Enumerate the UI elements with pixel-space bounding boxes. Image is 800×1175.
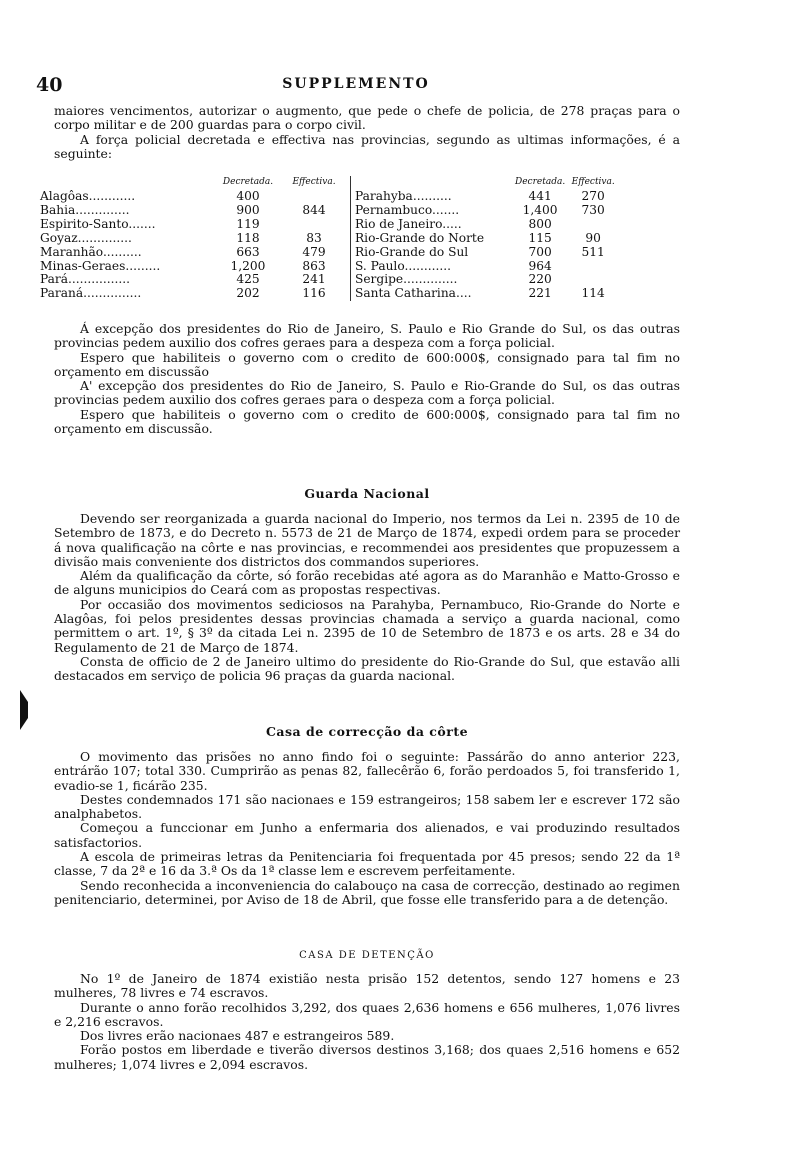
effectiva-value: 270 — [581, 189, 605, 203]
table-row: Paraná............... 202 116 Santa Catharina.... 221 114 — [40, 287, 621, 301]
province-name: Rio-Grande do Sul — [355, 244, 469, 259]
page-header — [36, 74, 676, 98]
table-row: Pará................ 425 241 Sergipe.............. 220 — [40, 273, 621, 287]
province-name: Espirito-Santo — [40, 216, 129, 231]
table-row: Bahia.............. 900 844 Pernambuco....... 1,400 730 — [40, 204, 621, 218]
province-name: Maranhão — [40, 244, 103, 259]
decretada-value: 221 — [528, 286, 552, 301]
casa-correccao-heading: Casa de correcção da côrte — [265, 724, 469, 739]
decretada-value: 1,200 — [230, 258, 266, 273]
effectiva-value: 114 — [581, 286, 605, 301]
decretada-value: 400 — [236, 189, 260, 203]
correccao-paragraph-1: O movimento das prisões no anno findo foi o seguinte: Passárão do anno anterior 223, entrárão 107; total 330. Cumprirão as penas 82, fallecêrão 6, forão perdoados 5, foi transferido 1, evadio-se 1, ficárão 235. — [54, 749, 680, 793]
decretada-value: 202 — [236, 286, 260, 301]
effectiva-value: 83 — [306, 230, 322, 245]
intro-paragraph-2: A força policial decretada e effectiva nas provincias, segundo as ultimas informações, é a seguinte: — [54, 131, 680, 161]
detencao-paragraph-2: Durante o anno forão recolhidos 3,292, dos quaes 2,636 homens e 656 mulheres, 1,076 livres e 2,216 escravos. — [54, 999, 680, 1029]
intro-block — [54, 104, 680, 161]
guarda-paragraph-3: Por occasião dos movimentos sediciosos na Parahyba, Pernambuco, Rio-Grande do Norte e Alagôas, foi pelos presidentes dessas provincias chamada a serviço a guarda nacional, como permittem o art. 1º, § 3º da citada Lei n. 2395 de 10 de Setembro de 1873 e os arts. 28 e 34 do Regulamento de 21 de Março de 1874. — [54, 596, 680, 655]
effectiva-value — [565, 218, 621, 232]
effectiva-value: 479 — [302, 244, 326, 259]
decretada-value: 800 — [528, 216, 552, 231]
forca-paragraph-3: A' excepção dos presidentes do Rio de Janeiro, S. Paulo e Rio-Grande do Sul, os das outras provincias pedem auxilio dos cofres geraes para o despeza com a força policial. — [54, 378, 680, 408]
table-row: Alagôas............ 400 Parahyba.......... 441 270 — [40, 190, 621, 204]
province-name: Rio-Grande do Norte — [355, 230, 485, 245]
casa-detencao-heading: CASA DE DETENÇÃO — [299, 950, 435, 961]
intro-paragraph: maiores vencimentos, autorizar o augmento, que pede o chefe de policia, de 278 praças para o corpo militar e de 200 guardas para o corpo civil. — [54, 103, 680, 133]
decretada-value: 663 — [236, 244, 260, 259]
table-row: Maranhão.......... 663 479 Rio-Grande do Sul 700 511 — [40, 246, 621, 260]
police-force-table — [40, 176, 621, 301]
detencao-paragraph-1: No 1º de Janeiro de 1874 existião nesta prisão 152 detentos, sendo 127 homens e 23 mulheres, 78 livres e 74 escravos. — [54, 971, 680, 1001]
guarda-nacional-heading: Guarda Nacional — [304, 486, 430, 501]
effectiva-value: 511 — [581, 244, 605, 259]
province-name: Goyaz — [40, 230, 78, 245]
forca-paragraph-2: Espero que habiliteis o governo com o credito de 600:000$, consignado para tal fim no orçamento em discussão — [54, 349, 680, 379]
col-header-decretada-2: Decretada. — [515, 177, 566, 188]
decretada-value: 119 — [236, 216, 260, 231]
decretada-value: 1,400 — [522, 202, 558, 217]
decretada-value: 964 — [528, 258, 552, 273]
page-number: 40 — [36, 74, 63, 96]
decretada-value: 118 — [236, 230, 260, 245]
effectiva-value — [565, 273, 621, 287]
province-name: Rio de Janeiro — [355, 216, 443, 231]
col-header-effectiva-2: Effectiva. — [571, 177, 615, 188]
guarda-paragraph-1: Devendo ser reorganizada a guarda nacional do Imperio, nos termos da Lei n. 2395 de 10 de Setembro de 1873, e do Decreto n. 5573 de 21 de Março de 1874, expedi ordem para se proceder á nova qualificação na côrte e nas provincias, e recommendei aos presidentes que propuzessem a divisão mais conveniente dos districtos dos commandos superiores. — [54, 511, 680, 569]
effectiva-value: 116 — [302, 286, 326, 301]
correccao-block — [54, 750, 680, 907]
table-row: Espirito-Santo....... 119 Rio de Janeiro..... 800 — [40, 218, 621, 232]
correccao-paragraph-5: Sendo reconhecida a inconveniencia do calabouço na casa de correcção, destinado ao regimen penitenciario, determinei, por Aviso de 18 de Abril, que fosse elle transferido para a de detenção. — [54, 877, 680, 907]
effectiva-value — [278, 218, 351, 232]
effectiva-value: 90 — [585, 230, 601, 245]
decretada-value: 900 — [236, 202, 260, 217]
decretada-value: 441 — [528, 189, 552, 203]
guarda-block — [54, 512, 680, 684]
province-name: Bahia — [40, 202, 76, 217]
decretada-value: 700 — [528, 244, 552, 259]
province-name: Paraná — [40, 286, 84, 301]
decretada-value: 220 — [528, 272, 552, 287]
guarda-paragraph-2: Além da qualificação da côrte, só forão recebidas até agora as do Maranhão e Matto-Grosso e de alguns municipios do Ceará com as propostas respectivas. — [54, 568, 680, 598]
guarda-paragraph-4: Consta de officio de 2 de Janeiro ultimo do presidente do Rio-Grande do Sul, que estavão alli destacados em serviço de policia 96 praças da guarda nacional. — [54, 653, 680, 684]
province-name: Sergipe — [355, 272, 404, 287]
effectiva-value: 863 — [302, 258, 326, 273]
correccao-paragraph-3: Começou a funccionar em Junho a enfermaria dos alienados, e vai produzindo resultados satisfactorios. — [54, 820, 680, 850]
detencao-paragraph-4: Forão postos em liberdade e tiverão diversos destinos 3,168; dos quaes 2,516 homens e 652 mulheres; 1,074 livres e 2,094 escravos. — [54, 1042, 680, 1072]
forca-block — [54, 322, 680, 436]
table-row: Goyaz.............. 118 83 Rio-Grande do Norte 115 90 — [40, 232, 621, 246]
col-header-decretada: Decretada. — [222, 177, 274, 188]
province-name: Pará — [40, 272, 69, 287]
decretada-value: 115 — [528, 230, 552, 245]
effectiva-value — [565, 260, 621, 274]
forca-paragraph-4: Espero que habiliteis o governo com o credito de 600:000$, consignado para tal fim no orçamento em discussão. — [54, 406, 680, 437]
decretada-value: 425 — [236, 272, 260, 287]
running-head: SUPPLEMENTO — [282, 76, 430, 92]
effectiva-value: 844 — [302, 202, 326, 217]
correccao-paragraph-4: A escola de primeiras letras da Penitenciaria foi frequentada por 45 presos; sendo 22 da 1ª classe, 7 da 2ª e 16 da 3.ª Os da 1ª classe lem e escrevem perfeitamente. — [54, 849, 680, 879]
effectiva-value — [278, 190, 351, 204]
table-row: Minas-Geraes......... 1,200 863 S. Paulo............ 964 — [40, 260, 621, 274]
province-name: Pernambuco — [355, 202, 432, 217]
detencao-block — [54, 972, 680, 1072]
detencao-paragraph-3: Dos livres erão nacionaes 487 e estrangeiros 589. — [80, 1028, 395, 1044]
scan-edge-mark — [20, 690, 28, 730]
effectiva-value: 730 — [581, 202, 605, 217]
correccao-paragraph-2: Destes condemnados 171 são nacionaes e 159 estrangeiros; 158 sabem ler e escrever 172 são analphabetos. — [54, 791, 680, 822]
province-name: Santa Catharina — [355, 286, 456, 301]
province-name: Alagôas — [40, 189, 89, 203]
forca-paragraph-1: Á excepção dos presidentes do Rio de Janeiro, S. Paulo e Rio Grande do Sul, os das outras provincias pedem auxilio dos cofres geraes para a despeza com a força policial. — [54, 321, 680, 351]
province-name: S. Paulo — [355, 258, 405, 273]
province-name: Minas-Geraes — [40, 258, 126, 273]
effectiva-value: 241 — [302, 272, 326, 287]
col-header-effectiva: Effectiva. — [292, 177, 336, 188]
province-name: Parahyba — [355, 189, 413, 203]
